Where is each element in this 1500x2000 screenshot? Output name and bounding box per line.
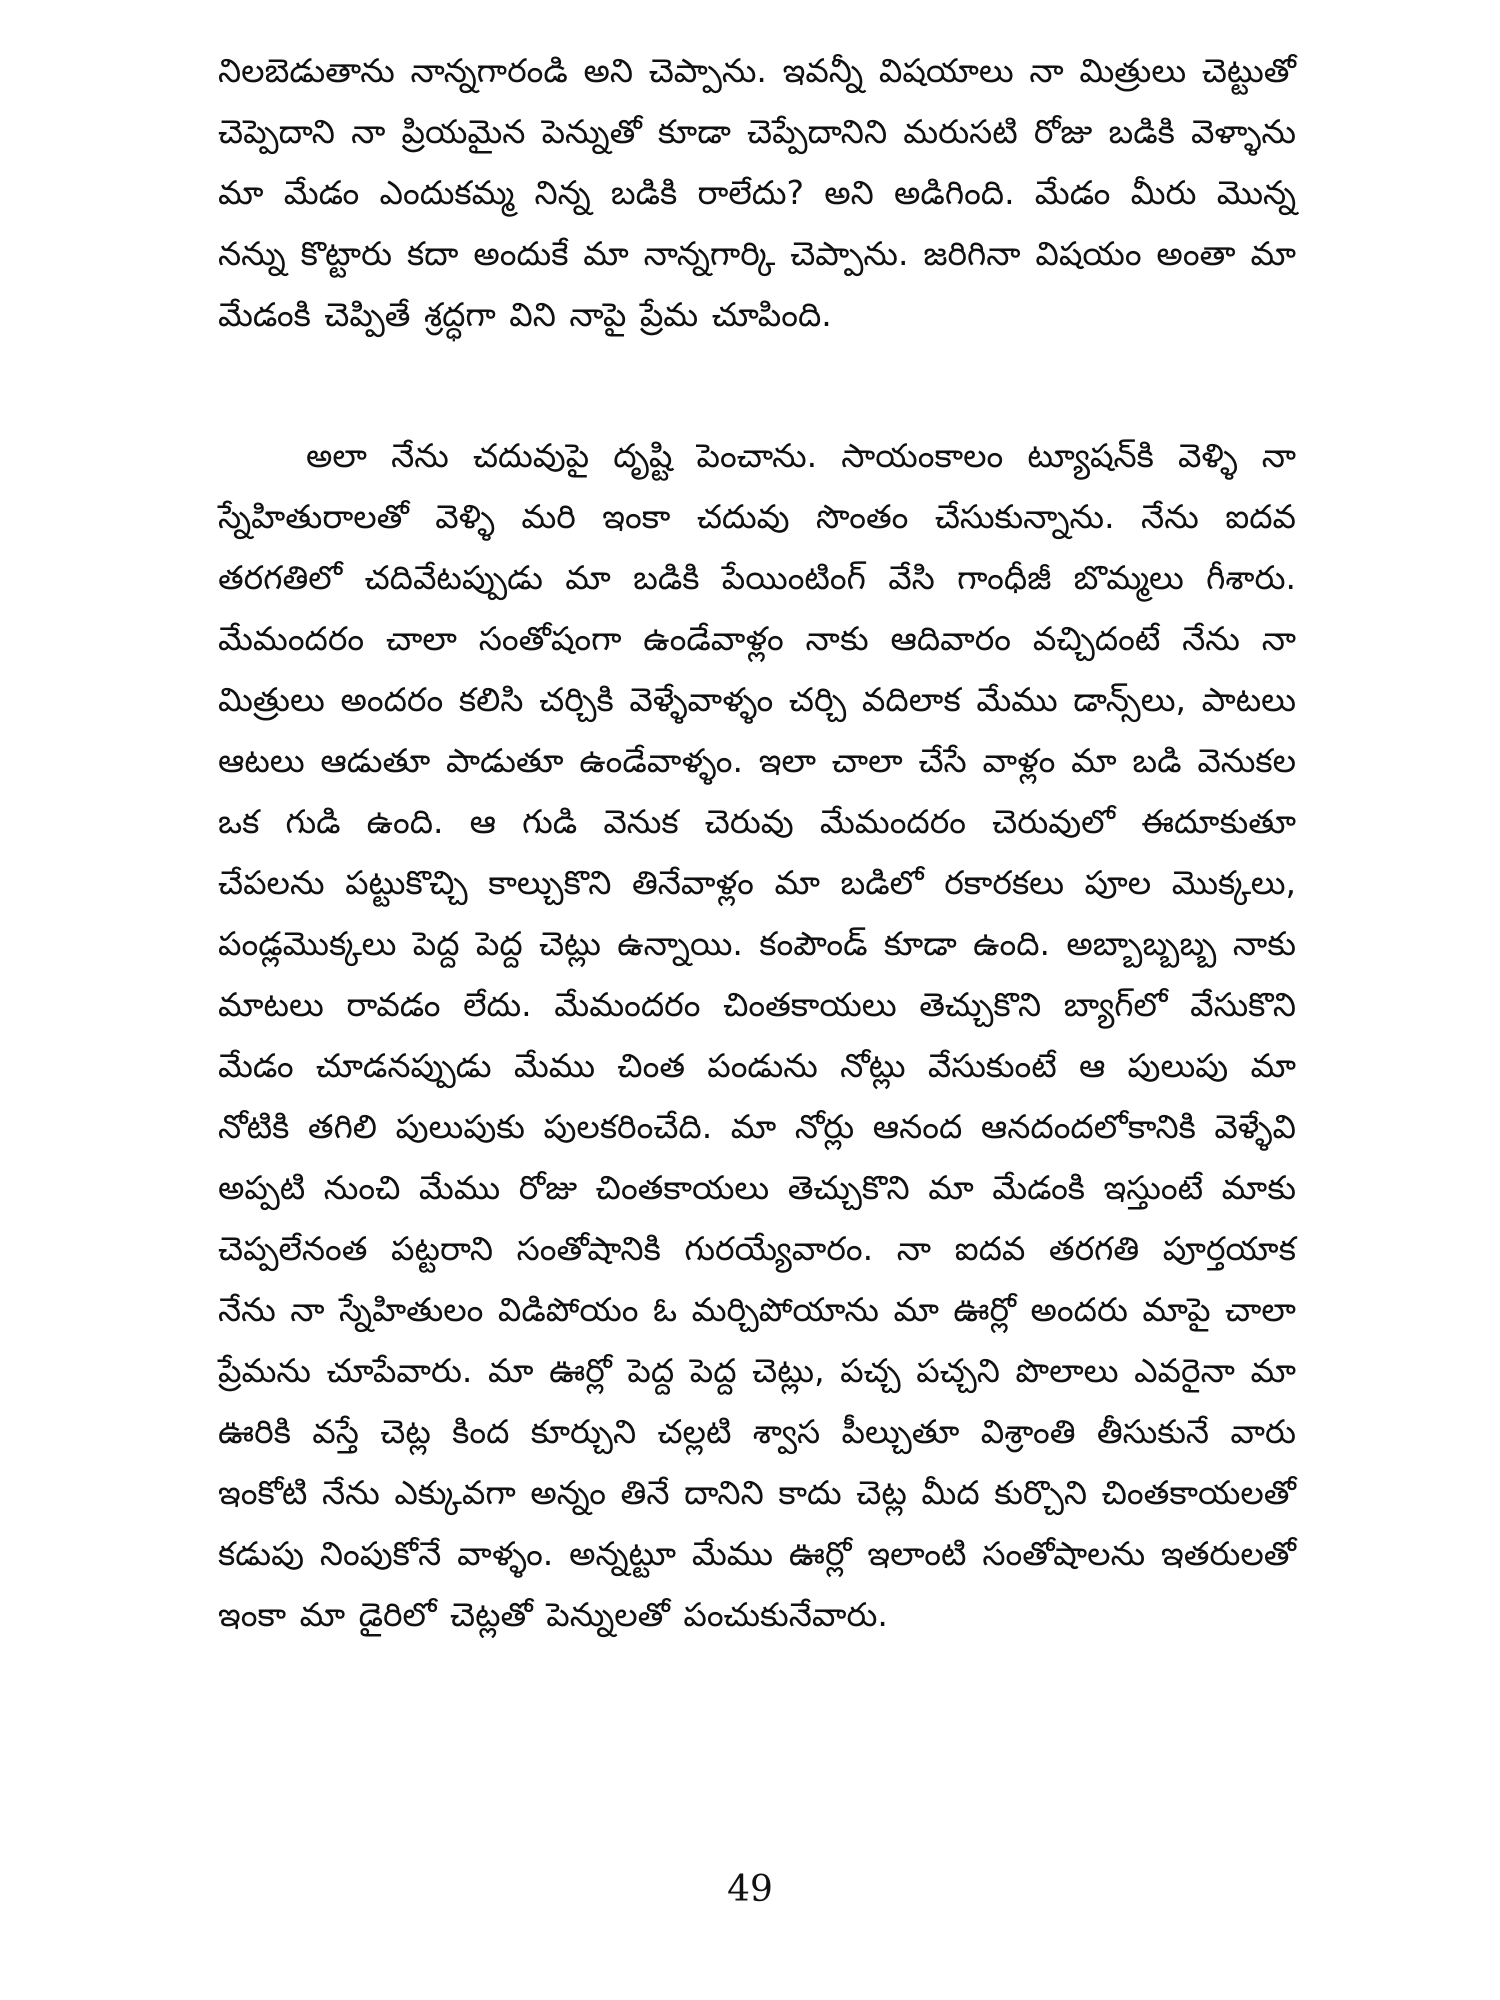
paragraph-1: నిలబెడుతాను నాన్నగారండి అని చెప్పాను. ఇవన్నీ విషయాలు నా మిత్రులు చెట్టుతో చెప్పెదాని నా ప్రియమైన పెన్నుతో కూడా చెప్పేదానిని మరుసటి రోజు బడికి వెళ్ళాను మా మేడం ఎందుకమ్మ నిన్న బడికి రాలేదు? అని అడిగింది. మేడం మీరు మొన్న నన్ను కొట్టారు కదా అందుకే మా నాన్నగార్కి చెప్పాను. జరిగినా విషయం అంతా మా మేడంకి చెప్పితే శ్రద్ధగా విని నాపై ప్రేమ చూపింది. — [218, 51, 1296, 334]
paragraph-2: అలా నేను చదువుపై దృష్టి పెంచాను. సాయంకాలం ట్యూషన్‌కి వెళ్ళి నా స్నేహితురాలతో వెళ్ళి మరి ఇంకా చదువు సొంతం చేసుకున్నాను. నేను ఐదవ తరగతిలో చదివేటప్పుడు మా బడికి పేయింటింగ్ వేసి గాంధీజీ బొమ్మలు గీశారు. మేమందరం చాలా సంతోషంగా ఉండేవాళ్లం నాకు ఆదివారం వచ్చిదంటే నేను నా మిత్రులు అందరం కలిసి చర్చికి వెళ్ళేవాళ్ళం చర్చి వదిలాక మేము డాన్స్‌లు, పాటలు ఆటలు ఆడుతూ పాడుతూ ఉండేవాళ్ళం. ఇలా చాలా చేసే వాళ్లం మా బడి వెనుకల ఒక గుడి ఉంది. ఆ గుడి వెనుక చెరువు మేమందరం చెరువులో ఈదూకుతూ చేపలను పట్టుకొచ్చి కాల్చుకొని తినేవాళ్లం మా బడిలో రకారకలు పూల మొక్కలు, పండ్లమొక్కలు పెద్ద పెద్ద చెట్లు ఉన్నాయి. కంపౌండ్ కూడా ఉంది. అబ్బాబ్బబ్బ నాకు మాటలు రావడం లేదు. మేమందరం చింతకాయలు తెచ్చుకొని బ్యాగ్‌లో వేసుకొని మేడం చూడనప్పుడు మేము చింత పండును నోట్లు వేసుకుంటే ఆ పులుపు మా నోటికి తగిలి పులుపుకు పులకరించేది. మా నోర్లు ఆనంద ఆనదందలోకానికి వెళ్ళేవి అప్పటి నుంచి మేము రోజు చింతకాయలు తెచ్చుకొని మా మేడంకి ఇస్తుంటే మాకు చెప్పలేనంత పట్టరాని సంతోషానికి గురయ్యేవారం. నా ఐదవ తరగతి పూర్తయాక నేను నా స్నేహితులం విడిపోయం ఓ మర్చిపోయాను మా ఊర్లో అందరు మాపై చాలా ప్రేమను చూపేవారు. మా ఊర్లో పెద్ద పెద్ద చెట్లు, పచ్చ పచ్చని పొలాలు ఎవరైనా మా ఊరికి వస్తే చెట్ల కింద కూర్చుని చల్లటి శ్వాస పీల్చుతూ విశ్రాంతి తీసుకునే వారు ఇంకోటి నేను ఎక్కువగా అన్నం తినే దానిని కాదు చెట్ల మీద కుర్చొని చింతకాయలతో కడుపు నింపుకోనే వాళ్ళం. అన్నట్టూ మేము ఊర్లో ఇలాంటి సంతోషాలను ఇతరులతో ఇంకా మా డైరిలో చెట్లతో పెన్నులతో పంచుకునేవారు. — [218, 436, 1296, 1634]
page-number: 49 — [727, 1869, 773, 1910]
